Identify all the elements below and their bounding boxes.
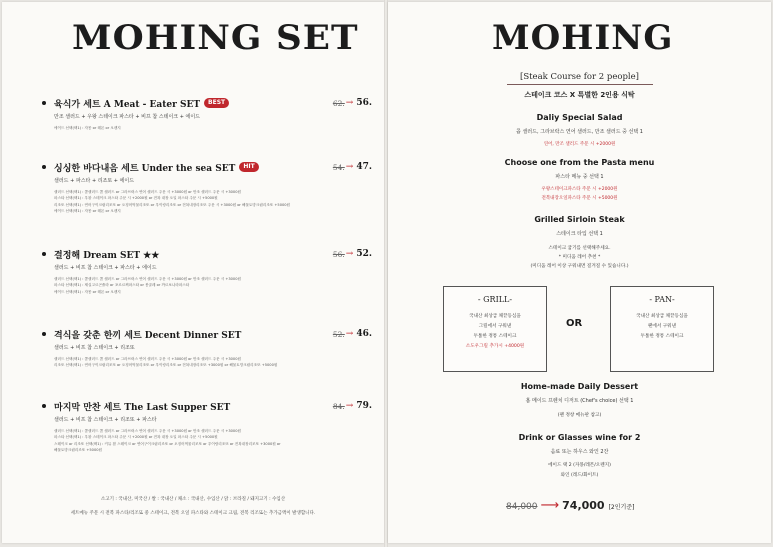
option-line: 리조또 선택(택1) : 연어구이크림리조또 or 오징어먹물리조또 or 우이랑리조또 or 전복내장리조또 +3000원 or 해물토망크림리조또 +5000원 (54, 363, 278, 368)
bullet-icon (42, 404, 46, 408)
option-line: 스테이크 or 리조또 선택(택1) : 커뮤 찹 스테이크 or 연어구이크림리조또 or 오징어먹물리조또 or 우이랑리조또 or 전복내장리조또 +3000원 or (54, 441, 281, 446)
bullet-icon (42, 252, 46, 256)
set-price (333, 247, 372, 261)
new-price: 47. (356, 162, 372, 172)
old-price: 62. (332, 98, 345, 108)
new-price: 46. (356, 329, 372, 339)
set-composition: 만조 샐러드 + 우왕 스테이크 파스타 + 비프 찹 스테이크 + 에이드 (54, 114, 200, 120)
option-line: 파스타 선택(택1) : 우왕 스테이크 파스타 주문 시 +2000원 or 전복 내장 오일 파스타 주문 시 +5000원 (54, 196, 218, 201)
set-price (333, 96, 372, 110)
grill-line-3: 두툼한 정통 스테이크 (473, 334, 517, 339)
option-line: 에이드 선택(택1) : 자몽 or 레몬 or 오렌지 (54, 289, 121, 294)
price-arrow-icon: ⟶ (540, 498, 560, 513)
option-line: 파스타 선택(택1) : 제실고르곤졸라 or 포르르찌파스타 or 봉골레 or 까르보나라파스타 (54, 283, 190, 288)
set-composition: 샐러드 + 비프 찹 스테이크 + 리조또 (54, 345, 135, 351)
price-basis-note: [2인기준] (608, 504, 635, 511)
bullet-icon (42, 101, 46, 105)
set-options (54, 189, 372, 214)
pasta-title: Choose one from the Pasta menu (504, 158, 655, 167)
set-options (54, 428, 372, 453)
course-title-ko: 스테이크 코스 X 특별한 2인용 식탁 (524, 91, 635, 99)
pan-option-box (610, 286, 714, 372)
set-options (54, 356, 372, 369)
set-name: 격식을 갖춘 한끼 세트 Decent Dinner SET (54, 330, 242, 341)
drink-line-2: 와인 (레드/화이트) (560, 473, 599, 478)
set-name: 마지막 만찬 세트 The Last Supper SET (54, 402, 231, 413)
set-name: 육식가 세트 A Meat - Eater SET (54, 99, 201, 110)
steak-note-1: 스테이크 굽기를 선택해주세요. (548, 246, 611, 251)
set-item (42, 327, 372, 369)
new-price: 79. (356, 401, 372, 411)
set-name: 싱싱한 바다내음 세트 Under the sea SET (54, 163, 236, 174)
option-line: 파스타 선택(택1) : 우왕 스테이크 파스타 주문 시 +2000원 or 전복 내장 오일 파스타 주문 시 +5000원 (54, 435, 218, 440)
set-composition: 샐러드 + 비프 찹 스테이크 + 파스타 + 에이드 (54, 265, 157, 271)
arrow-icon: → (345, 401, 354, 411)
steak-title: Grilled Sirloin Steak (534, 215, 625, 224)
arrow-icon: → (345, 98, 354, 108)
origin-info: 소고기 : 국내산, 미국산 / 쌀 : 국내산 / 채소 : 국내산, 수입산 / 닭 : 브라질 / 돼지고기 : 수입산 (100, 497, 286, 502)
set-options (54, 125, 372, 131)
set-price (333, 160, 372, 174)
salad-surcharge: 연어, 만조 샐러드 주문 시 +2000원 (543, 142, 616, 147)
course-underline (507, 84, 653, 85)
dessert-note: (팬 정창 메뉴판 참고) (557, 413, 602, 418)
set-composition: 샐러드 + 비프 찹 스테이크 + 리조또 + 파스타 (54, 417, 157, 423)
course-title-en: [Steak Course for 2 people] (520, 72, 639, 82)
pan-line-2: 팬에서 구워낸 (647, 324, 677, 329)
old-price: 54. (332, 162, 345, 172)
bullet-icon (42, 332, 46, 336)
old-price: 84. (332, 401, 345, 411)
option-line: 해물토망크림리조또 +5000원 (54, 447, 103, 452)
option-line: 샐러드 선택(택1) : 콥샐러드 콥 샐러드 or 그라브락스 연어 샐러드 주문 시 +3000원 or 만조 샐러드 주문 시 +3000원 (54, 190, 241, 194)
old-price: 52. (332, 329, 345, 339)
course-new-price: 74,000 (562, 499, 605, 512)
pasta-sub: 파스타 메뉴 중 선택 1 (555, 174, 604, 180)
set-item (42, 160, 372, 214)
drink-title: Drink or Glasses wine for 2 (518, 433, 641, 442)
arrow-icon: → (345, 249, 354, 259)
set-item (42, 96, 372, 131)
grill-surcharge: 소도우그릴 추가시 +4000원 (465, 344, 525, 349)
option-line: 샐러드 선택(택1) : 콥샐러드 콥 샐러드 or 그라브락스 연어 샐러드 주문 시 +3000원 or 만조 샐러드 주문 시 +3000원 (54, 429, 241, 433)
option-line: 샐러드 선택(택1) : 콥샐러드 콥 샐러드 or 그라브락스 연어 샐러드 주문 시 +3000원 or 만조 샐러드 주문 시 +3000원 (54, 357, 241, 361)
set-price (333, 327, 372, 341)
option-line: 샐러드 선택(택1) : 콥샐러드 콥 샐러드 or 그라브락스 연어 샐러드 주문 시 +3000원 or 만조 샐러드 주문 시 +3000원 (54, 277, 241, 281)
best-badge: BEST (204, 98, 229, 108)
new-price: 52. (356, 249, 372, 259)
drink-sub: 음료 또는 하우스 와인 2잔 (550, 449, 609, 455)
arrow-icon: → (345, 329, 354, 339)
grill-title: - GRILL- (477, 295, 513, 304)
salad-title: Daliy Special Salad (536, 113, 623, 122)
set-name: 결정해 Dream SET ★★ (54, 250, 160, 261)
left-menu-page (2, 2, 384, 543)
set-footer-note: 세트메뉴 주문 시 전복 파스타/리조또 중 스테이크, 전복 오일 파스타와 스테이크 크림, 전복 리조또는 추가금액이 발생합니다. (70, 511, 316, 516)
grill-option-box (443, 286, 547, 372)
pan-line-1: 국내산 최상급 채끝등심을 (636, 314, 688, 319)
old-price: 56. (332, 249, 345, 259)
arrow-icon: → (345, 162, 354, 172)
set-options (54, 276, 372, 295)
steak-note-2: * 미디움 레어 추천 * (558, 255, 601, 260)
grill-line-1: 국내산 최상급 채끝등심을 (469, 314, 521, 319)
set-item (42, 399, 372, 453)
pasta-surcharge-2: 전복내장오일파스타 주문 시 +5000원 (541, 196, 618, 201)
dessert-title: Home-made Daily Dessert (520, 382, 639, 391)
steak-note-3: (미디움 레어 이상 구워내면 질겨질 수 있습니다.) (530, 264, 629, 269)
or-label: OR (566, 318, 583, 329)
bullet-icon (42, 165, 46, 169)
set-price (333, 399, 372, 413)
option-line: 에이드 선택(택1) : 자몽 or 레몬 or 오렌지 (54, 126, 121, 130)
option-line: 리조또 선택(택1) : 연어구이크림리조또 or 오징어먹물리조또 or 우이랑리조또 or 전복내장리조또 주문 시 +3000원 or 해물토망크림리조또 +5000원 (54, 202, 291, 207)
set-composition: 샐러드 + 파스타 + 리조또 + 에이드 (54, 178, 135, 184)
set-item (42, 247, 372, 295)
grill-line-2: 그릴에서 구워낸 (478, 324, 512, 329)
hit-badge: HIT (239, 162, 258, 172)
dessert-sub: 홈 메이드 프렌치 디저트 (Chef's choice) 선택 1 (525, 398, 634, 404)
steak-sub: 스테이크 타입 선택 1 (556, 231, 603, 237)
drink-line-1: 에이드 택 2 (자몽/레몬/오렌지) (548, 463, 611, 468)
right-menu-page (388, 2, 771, 543)
left-brand-title: MOHING SET (72, 18, 359, 58)
pan-title: - PAN- (649, 295, 675, 304)
pan-line-3: 두툼한 정통 스테이크 (640, 334, 684, 339)
pasta-surcharge-1: 우왕스테이크파스타 주문 시 +2000원 (541, 187, 618, 192)
salad-sub: 콥 샐러드, 그라브락스 연어 샐러드, 만조 샐러드 중 선택 1 (516, 129, 643, 135)
option-line: 에이드 선택(택1) : 자몽 or 레몬 or 오렌지 (54, 208, 121, 213)
course-price (506, 498, 634, 513)
new-price: 56. (356, 98, 372, 108)
course-old-price: 84,000 (506, 502, 538, 512)
right-brand-title: MOHING (492, 18, 674, 58)
